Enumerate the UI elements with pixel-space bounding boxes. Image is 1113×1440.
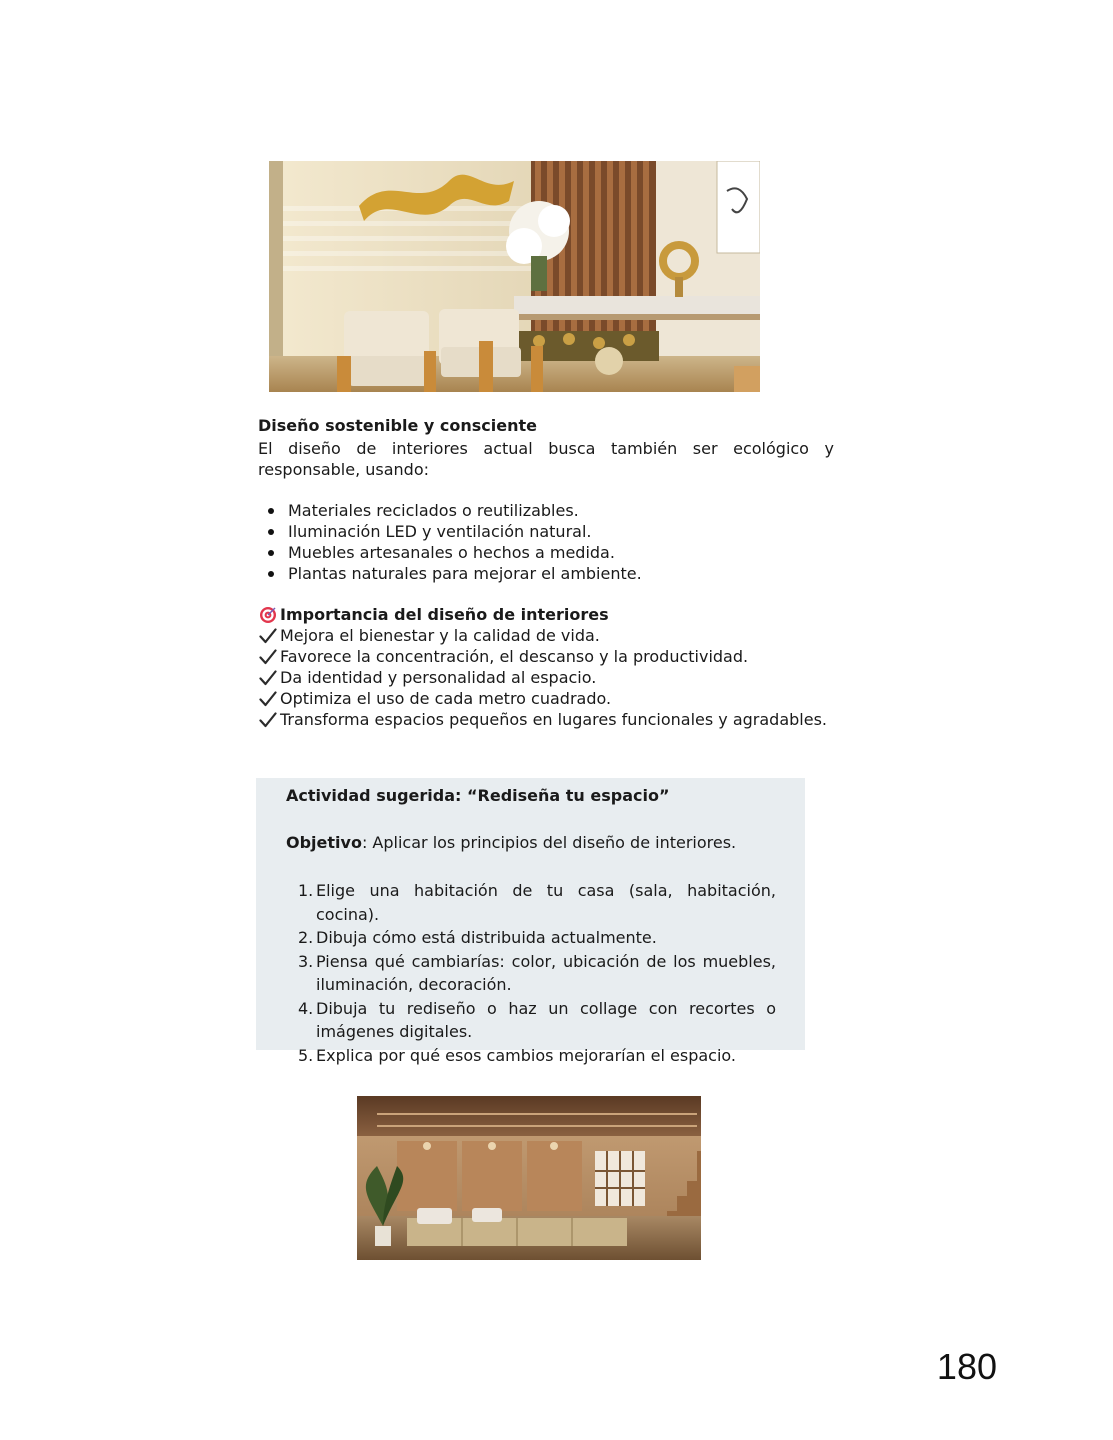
importance-section	[258, 604, 878, 730]
list-item: 5. Explica por qué esos cambios mejorarían el espacio.	[298, 1045, 736, 1065]
target-icon	[258, 605, 278, 625]
list-item: Muebles artesanales o hechos a medida.	[258, 542, 858, 563]
check-item: Da identidad y personalidad al espacio.	[258, 667, 878, 688]
list-item: 4. Dibuja tu rediseño o haz un collage con recortes o imágenes digitales.	[298, 998, 776, 1041]
activity-title: Actividad sugerida: “Rediseña tu espacio”	[286, 786, 670, 805]
list-item: 3. Piensa qué cambiarías: color, ubicación de los muebles, iluminación, decoración.	[298, 951, 776, 994]
list-item: 2. Dibuja cómo está distribuida actualmente.	[298, 928, 657, 947]
section-title-importance: Importancia del diseño de interiores	[258, 604, 878, 625]
check-icon	[258, 626, 278, 646]
check-icon	[258, 668, 278, 688]
check-icon	[258, 710, 278, 730]
section-intro-sustainable: El diseño de interiores actual busca también ser ecológico y responsable, usando:	[258, 439, 834, 479]
check-icon	[258, 689, 278, 709]
section-title-sustainable: Diseño sostenible y consciente	[258, 416, 537, 435]
check-item: Transforma espacios pequeños en lugares funcionales y agradables.	[258, 709, 878, 730]
check-item: Favorece la concentración, el descanso y la productividad.	[258, 646, 878, 667]
living-room-photo	[269, 161, 760, 392]
bullet-icon	[268, 550, 274, 556]
check-icon	[258, 647, 278, 667]
bullet-icon	[268, 529, 274, 535]
list-item: 1. Elige una habitación de tu casa (sala, habitación, cocina).	[298, 881, 776, 924]
list-item: Materiales reciclados o reutilizables.	[258, 500, 858, 521]
japanese-style-room-photo	[357, 1096, 701, 1260]
check-item: Mejora el bienestar y la calidad de vida.	[258, 625, 878, 646]
bullet-icon	[268, 508, 274, 514]
bullet-icon	[268, 571, 274, 577]
sustainable-list	[258, 500, 858, 584]
list-item: Iluminación LED y ventilación natural.	[258, 521, 858, 542]
list-item: Plantas naturales para mejorar el ambiente.	[258, 563, 858, 584]
objective-label: Objetivo	[286, 833, 362, 852]
activity-objective	[286, 833, 736, 852]
page-number: 180	[936, 1346, 997, 1387]
check-item: Optimiza el uso de cada metro cuadrado.	[258, 688, 878, 709]
activity-steps	[286, 879, 776, 1067]
objective-text: : Aplicar los principios del diseño de interiores.	[361, 833, 737, 852]
